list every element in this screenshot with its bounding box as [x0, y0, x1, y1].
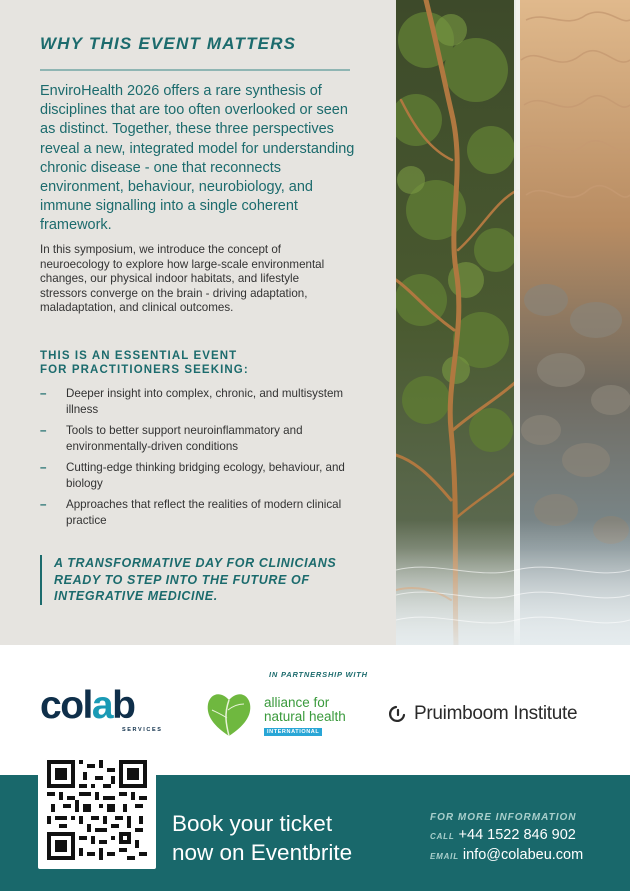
benefits-list: [40, 386, 360, 534]
dash-icon: –: [40, 387, 47, 400]
anh-logo: [206, 688, 356, 740]
email-label: EMAIL: [430, 852, 459, 861]
anh-line-2: natural health: [264, 709, 346, 724]
anh-international-tag: INTERNATIONAL: [264, 728, 322, 736]
qr-code-icon: [47, 760, 147, 860]
anh-wordmark: [264, 696, 346, 724]
colab-word-accent: a: [91, 684, 113, 727]
colab-logo: [40, 686, 170, 738]
more-info-label: FOR MORE INFORMATION: [430, 812, 577, 823]
dash-icon: –: [40, 461, 47, 474]
booking-cta: [172, 809, 352, 867]
artwork-illustration: [396, 0, 630, 645]
subheading-line-2: FOR PRACTITIONERS SEEKING:: [40, 364, 249, 376]
call-label: CALL: [430, 832, 455, 841]
anh-line-1: alliance for: [264, 695, 330, 710]
pruimboom-mark-icon: [388, 704, 408, 724]
colab-wordmark: [40, 686, 170, 726]
cta-line-2: now on Eventbrite: [172, 840, 353, 865]
practitioners-subheading: [40, 349, 249, 377]
email-line: [430, 847, 583, 863]
tagline-quote: A TRANSFORMATIVE DAY FOR CLINICIANS READY TO STEP INTO THE FUTURE OF INTEGRATIVE MEDICINE.: [40, 555, 370, 605]
list-item-text: Approaches that reflect the realities of modern clinical practice: [66, 498, 342, 527]
pruimboom-wordmark: Pruimboom Institute: [414, 703, 578, 724]
phone-number[interactable]: +44 1522 846 902: [458, 827, 576, 843]
dash-icon: –: [40, 424, 47, 437]
list-item: [40, 460, 360, 492]
intro-paragraph: EnviroHealth 2026 offers a rare synthesis of disciplines that are too often overlooked or seen as distinct. Together, these three perspectives reveal a new, integrated model for understanding chronic disease - one that reconnects environment, behaviour, neurobiology, and immune signalling into a single coherent framework.: [40, 83, 355, 234]
dash-icon: –: [40, 498, 47, 511]
partnership-label: IN PARTNERSHIP WITH: [269, 670, 368, 679]
text-panel: [0, 0, 396, 645]
phone-line: [430, 827, 576, 843]
heart-leaf-icon: [206, 688, 252, 738]
section-heading: WHY THIS EVENT MATTERS: [40, 34, 297, 53]
email-address[interactable]: info@colabeu.com: [462, 847, 584, 863]
list-item-text: Deeper insight into complex, chronic, and multisystem illness: [66, 387, 344, 416]
list-item: [40, 497, 360, 529]
list-item-text: Cutting-edge thinking bridging ecology, behaviour, and biology: [66, 461, 345, 490]
heading-divider: [40, 69, 350, 71]
list-item: [40, 386, 360, 418]
list-item-text: Tools to better support neuroinflammatory and environmentally-driven conditions: [66, 424, 303, 453]
cta-line-1: Book your ticket: [172, 811, 333, 836]
colab-word-part: col: [40, 684, 92, 727]
body-paragraph: In this symposium, we introduce the concept of neuroecology to explore how large-scale environmental changes, our physical indoor habitats, and lifestyle stressors converge on the brain - driving adaptation, maladaptation, and clinical outcomes.: [40, 243, 325, 315]
qr-code[interactable]: [38, 751, 156, 869]
colab-services-label: SERVICES: [122, 727, 163, 733]
tree-brain-artwork: [396, 0, 630, 645]
subheading-line-1: THIS IS AN ESSENTIAL EVENT: [40, 350, 238, 362]
colab-word-part: b: [112, 684, 135, 727]
list-item: [40, 423, 360, 455]
